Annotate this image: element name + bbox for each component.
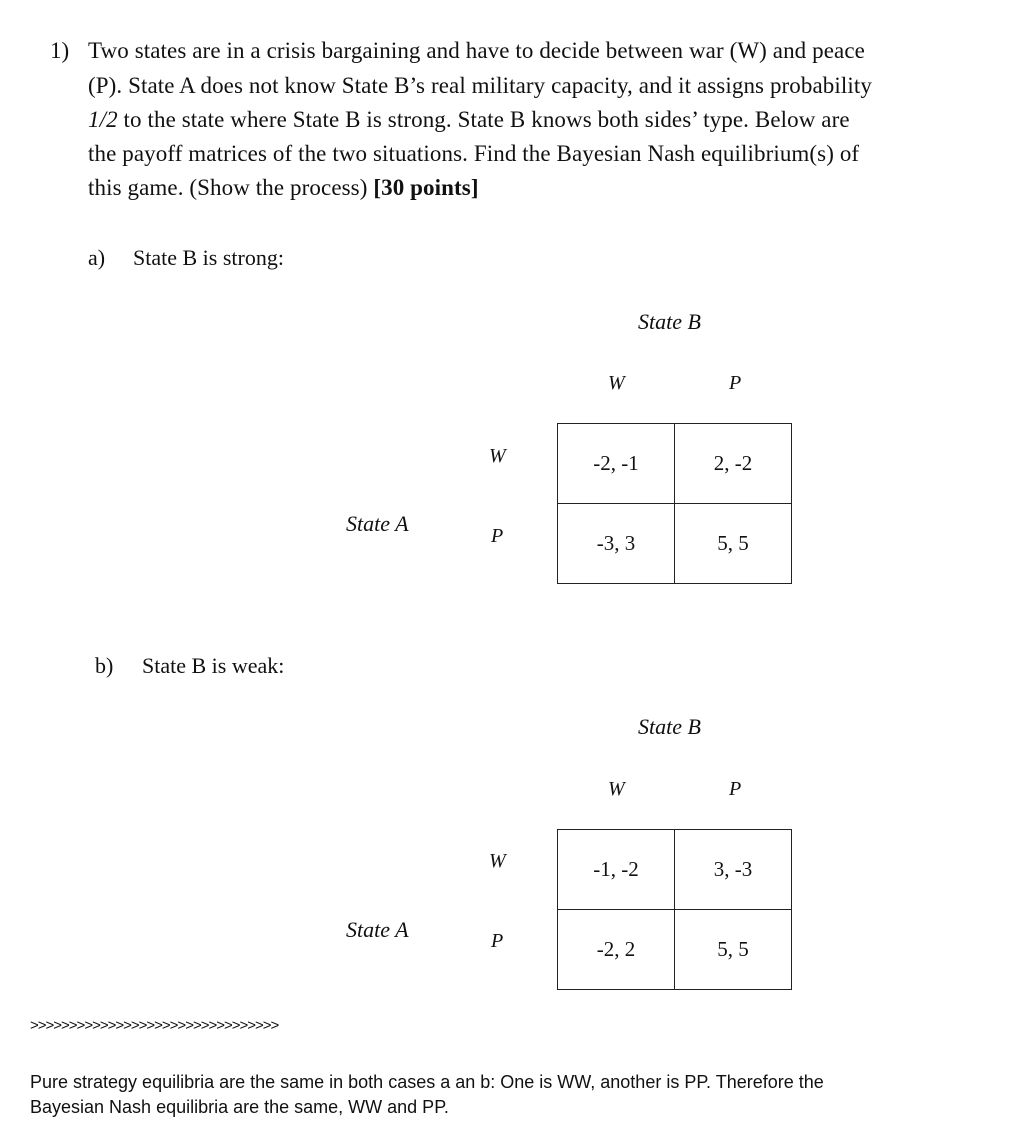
answer-line-2: Bayesian Nash equilibria are the same, WW and PP. bbox=[30, 1097, 449, 1117]
case-b-title: State B is weak: bbox=[142, 653, 285, 678]
question-line-3-rest: to the state where State B is strong. State B knows both sides’ type. Below are bbox=[117, 107, 850, 132]
case-b-row-strategy-w: W bbox=[489, 850, 506, 872]
case-a-row-strategy-w: W bbox=[489, 445, 506, 467]
case-b-row-strategy-p: P bbox=[491, 930, 504, 952]
case-a-col-strategy-p: P bbox=[729, 372, 742, 394]
question-line-5-text: this game. (Show the process) bbox=[88, 175, 374, 200]
case-a-payoff-wp: 2, -2 bbox=[675, 424, 791, 504]
case-a-title: State B is strong: bbox=[133, 245, 284, 270]
case-a-payoff-ww: -2, -1 bbox=[558, 424, 675, 504]
case-b-payoff-pw: -2, 2 bbox=[558, 910, 675, 989]
case-b-payoff-wp: 3, -3 bbox=[675, 830, 791, 910]
case-b-row-player: State A bbox=[346, 917, 409, 942]
answer-line-1: Pure strategy equilibria are the same in both cases a an b: One is WW, another is PP. Therefore the bbox=[30, 1072, 824, 1092]
case-a-row-strategy-p: P bbox=[491, 525, 504, 547]
points-label: [30 points] bbox=[373, 175, 479, 200]
case-b-column-player: State B bbox=[638, 714, 701, 739]
question-number: 1) bbox=[50, 38, 70, 63]
case-b-payoff-pp: 5, 5 bbox=[717, 937, 749, 961]
question-line-5 bbox=[88, 175, 479, 201]
case-b-col-strategy-p: P bbox=[729, 778, 742, 800]
case-b-col-strategy-w: W bbox=[608, 778, 625, 800]
case-a-payoff-matrix bbox=[557, 423, 792, 584]
case-a-row-player: State A bbox=[346, 511, 409, 536]
case-b-payoff-ww: -1, -2 bbox=[558, 830, 675, 910]
case-a-payoff-pp: 5, 5 bbox=[717, 531, 749, 555]
case-a-col-strategy-w: W bbox=[608, 372, 625, 394]
question-line-2: (P). State A does not know State B’s real military capacity, and it assigns probability bbox=[88, 73, 872, 98]
case-a-column-player: State B bbox=[638, 309, 701, 334]
question-line-3 bbox=[88, 107, 850, 133]
arrow-divider: >>>>>>>>>>>>>>>>>>>>>>>>>>>>>>>> bbox=[30, 1017, 279, 1034]
probability-value: 1/2 bbox=[88, 107, 118, 132]
question-line-1: Two states are in a crisis bargaining and have to decide between war (W) and peace bbox=[88, 38, 865, 63]
question-line-4: the payoff matrices of the two situations. Find the Bayesian Nash equilibrium(s) of bbox=[88, 141, 860, 166]
case-a-marker: a) bbox=[88, 245, 106, 270]
case-b-marker: b) bbox=[95, 653, 114, 678]
case-b-payoff-matrix bbox=[557, 829, 792, 990]
case-a-payoff-pw: -3, 3 bbox=[558, 504, 675, 583]
